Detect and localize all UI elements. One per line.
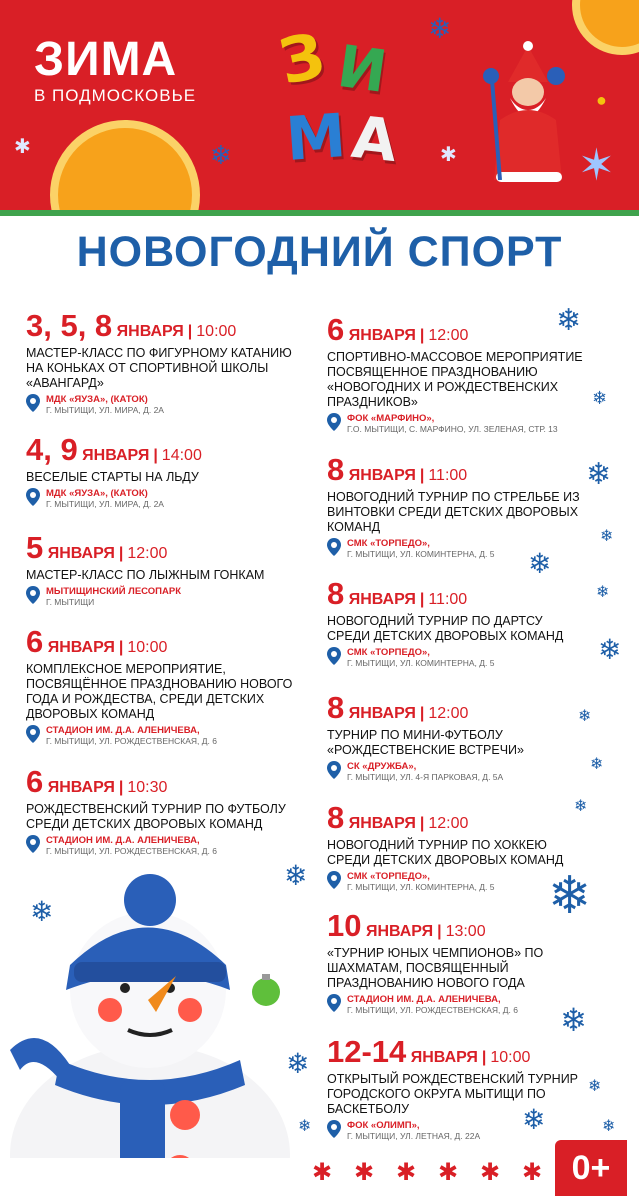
snowflake-icon: ❄ — [284, 859, 308, 892]
event-location: СТАДИОН ИМ. Д.А. АЛЕНИЧЕВА, Г. МЫТИЩИ, УЛ. РОЖДЕСТВЕНСКАЯ, Д. 6 — [26, 725, 296, 746]
event-location: ФОК «ОЛИМП», Г. МЫТИЩИ, УЛ. ЛЕТНАЯ, Д. 22А — [327, 1120, 587, 1141]
snowflake-icon: ❄ — [586, 457, 612, 492]
event-item — [327, 312, 587, 434]
event-date: 5 ЯНВАРЯ | 12:00 — [26, 530, 168, 565]
snowflake-icon: ✶ — [578, 141, 615, 190]
event-description: МАСТЕР-КЛАСС ПО ФИГУРНОМУ КАТАНИЮ НА КОНЬКАХ ОТ СПОРТИВНОЙ ШКОЛЫ «АВАНГАРД» — [26, 346, 292, 390]
event-description: ТУРНИР ПО МИНИ-ФУТБОЛУ «РОЖДЕСТВЕНСКИЕ ВСТРЕЧИ» — [327, 728, 524, 757]
event-description: ВЕСЕЛЫЕ СТАРТЫ НА ЛЬДУ — [26, 470, 199, 484]
snowflake-icon: ❄ — [592, 388, 608, 409]
page-title: НОВОГОДНИЙ СПОРТ — [76, 228, 563, 276]
snowflake-icon: ❄ — [286, 1047, 310, 1080]
event-location: МДК «ЯУЗА», (КАТОК) Г. МЫТИЩИ, УЛ. МИРА, Д. 2А — [26, 394, 296, 415]
brand-subtitle: В ПОДМОСКОВЬЕ — [34, 86, 197, 105]
event-item — [327, 452, 587, 559]
event-date: 8 ЯНВАРЯ | 11:00 — [327, 452, 468, 487]
event-description: «ТУРНИР ЮНЫХ ЧЕМПИОНОВ» ПО ШАХМАТАМ, ПОСВЯЩЕННЫЙ ПРАЗДНОВАНИЮ НОВОГО ГОДА — [327, 946, 544, 990]
snowflake-icon: ✱ — [396, 1158, 417, 1186]
event-date: 6 ЯНВАРЯ | 10:30 — [26, 764, 168, 799]
snowflake-icon: ❄ — [596, 582, 610, 601]
event-date: 12-14 ЯНВАРЯ | 10:00 — [327, 1034, 531, 1069]
map-pin-icon — [327, 994, 341, 1012]
event-description: КОМПЛЕКСНОЕ МЕРОПРИЯТИЕ, ПОСВЯЩЁННОЕ ПРАЗДНОВАНИЮ НОВОГО ГОДА И РОЖДЕСТВА, СРЕДИ ДЕТСКИХ ДВОРОВЫХ КОМАНД — [26, 662, 293, 721]
snowflake-icon: ✱ — [440, 144, 457, 166]
snowflake-icon: ❄ — [428, 13, 452, 44]
map-pin-icon — [26, 725, 40, 743]
event-description: НОВОГОДНИЙ ТУРНИР ПО ДАРТСУ СРЕДИ ДЕТСКИХ ДВОРОВЫХ КОМАНД — [327, 614, 564, 643]
event-location: МДК «ЯУЗА», (КАТОК) Г. МЫТИЩИ, УЛ. МИРА, Д. 2А — [26, 488, 296, 509]
snowflake-icon: ❄ — [298, 1116, 312, 1135]
event-item — [26, 764, 296, 856]
event-location: ФОК «МАРФИНО», Г.О. МЫТИЩИ, С. МАРФИНО, УЛ. ЗЕЛЕНАЯ, СТР. 13 — [327, 413, 587, 434]
map-pin-icon — [327, 538, 341, 556]
event-date: 10 ЯНВАРЯ | 13:00 — [327, 908, 486, 943]
event-description: РОЖДЕСТВЕНСКИЙ ТУРНИР ПО ФУТБОЛУ СРЕДИ ДЕТСКИХ ДВОРОВЫХ КОМАНД — [26, 802, 286, 831]
event-location: СМК «ТОРПЕДО», Г. МЫТИЩИ, УЛ. КОМИНТЕРНА, Д. 5 — [327, 871, 587, 892]
event-date: 6 ЯНВАРЯ | 12:00 — [327, 312, 469, 347]
event-item — [327, 576, 587, 668]
snowflake-icon: ❄ — [578, 706, 592, 725]
map-pin-icon — [327, 871, 341, 889]
snowflake-icon: ✱ — [14, 136, 31, 158]
snowflake-icon: ❄ — [600, 526, 614, 545]
age-rating-badge: 0+ — [555, 1140, 627, 1196]
zima-letter-a: А — [348, 102, 401, 176]
event-item — [26, 530, 296, 607]
event-item — [327, 1034, 587, 1141]
event-location: СК «ДРУЖБА», Г. МЫТИЩИ, УЛ. 4-Я ПАРКОВАЯ, Д. 5А — [327, 761, 587, 782]
brand-logo — [34, 33, 197, 106]
snowflake-icon: ❄ — [548, 866, 592, 926]
orange-slice-left — [50, 120, 200, 210]
event-date: 8 ЯНВАРЯ | 11:00 — [327, 576, 468, 611]
snowflake-icon: ✱ — [312, 1158, 333, 1186]
snowman-illustration — [0, 870, 300, 1200]
snowflake-icon: ❄ — [30, 895, 54, 928]
event-location: МЫТИЩИНСКИЙ ЛЕСОПАРК Г. МЫТИЩИ — [26, 586, 296, 607]
snowflake-icon: ❄ — [574, 796, 588, 815]
snowflake-icon: ❄ — [560, 1001, 587, 1039]
event-location: СТАДИОН ИМ. Д.А. АЛЕНИЧЕВА, Г. МЫТИЩИ, УЛ. РОЖДЕСТВЕНСКАЯ, Д. 6 — [327, 994, 607, 1015]
santa-figure — [478, 40, 578, 190]
map-pin-icon — [26, 835, 40, 853]
event-item — [26, 432, 296, 509]
zima-letter-z: З — [272, 18, 332, 99]
event-description: НОВОГОДНИЙ ТУРНИР ПО ХОККЕЮ СРЕДИ ДЕТСКИХ ДВОРОВЫХ КОМАНД — [327, 838, 564, 867]
snowflake-icon: ❄ — [598, 633, 622, 666]
green-stripe — [0, 210, 639, 216]
map-pin-icon — [26, 394, 40, 412]
zima-letter-m: М — [283, 101, 349, 175]
snowflake-icon: ✱ — [438, 1158, 459, 1186]
snowflake-icon: ✱ — [480, 1158, 501, 1186]
event-location: СТАДИОН ИМ. Д.А. АЛЕНИЧЕВА, Г. МЫТИЩИ, УЛ. РОЖДЕСТВЕНСКАЯ, Д. 6 — [26, 835, 296, 856]
snowflake-icon: ❄ — [590, 754, 604, 773]
event-item — [327, 690, 587, 782]
event-date: 4, 9 ЯНВАРЯ | 14:00 — [26, 432, 202, 467]
snowflake-icon: ✱ — [522, 1158, 543, 1186]
snowflake-icon: ❄ — [210, 140, 232, 170]
orange-slice-right — [572, 0, 639, 55]
snowflake-icon: ✱ — [354, 1158, 375, 1186]
event-date: 6 ЯНВАРЯ | 10:00 — [26, 624, 168, 659]
event-location: СМК «ТОРПЕДО», Г. МЫТИЩИ, УЛ. КОМИНТЕРНА, Д. 5 — [327, 538, 587, 559]
snowflake-icon: ❄ — [528, 547, 552, 580]
map-pin-icon — [327, 761, 341, 779]
snowflake-icon: ● — [596, 90, 607, 110]
header-banner — [0, 0, 639, 210]
event-item — [26, 308, 296, 415]
event-description: ОТКРЫТЫЙ РОЖДЕСТВЕНСКИЙ ТУРНИР ГОРОДСКОГО ОКРУГА МЫТИЩИ ПО БАСКЕТБОЛУ — [327, 1072, 579, 1116]
snowflake-icon: ❄ — [522, 1103, 546, 1136]
event-item — [26, 624, 296, 746]
event-description: СПОРТИВНО-МАССОВОЕ МЕРОПРИЯТИЕ ПОСВЯЩЕННОЕ ПРАЗДНОВАНИЮ «НОВОГОДНИХ И РОЖДЕСТВЕНСКИХ ПРАЗДНИКОВ» — [327, 350, 583, 409]
event-date: 3, 5, 8 ЯНВАРЯ | 10:00 — [26, 308, 237, 343]
event-description: МАСТЕР-КЛАСС ПО ЛЫЖНЫМ ГОНКАМ — [26, 568, 265, 582]
brand-title: ЗИМА — [34, 33, 178, 86]
map-pin-icon — [327, 1120, 341, 1138]
event-date: 8 ЯНВАРЯ | 12:00 — [327, 800, 469, 835]
zima-letter-i: И — [333, 31, 392, 107]
map-pin-icon — [26, 488, 40, 506]
snowflake-icon: ❄ — [588, 1076, 602, 1095]
event-location: СМК «ТОРПЕДО», Г. МЫТИЩИ, УЛ. КОМИНТЕРНА, Д. 5 — [327, 647, 587, 668]
event-date: 8 ЯНВАРЯ | 12:00 — [327, 690, 469, 725]
map-pin-icon — [327, 413, 341, 431]
snowflake-icon: ❄ — [602, 1116, 616, 1135]
map-pin-icon — [327, 647, 341, 665]
snowflake-icon: ❄ — [556, 303, 582, 338]
map-pin-icon — [26, 586, 40, 604]
event-description: НОВОГОДНИЙ ТУРНИР ПО СТРЕЛЬБЕ ИЗ ВИНТОВКИ СРЕДИ ДЕТСКИХ ДВОРОВЫХ КОМАНД — [327, 490, 580, 534]
